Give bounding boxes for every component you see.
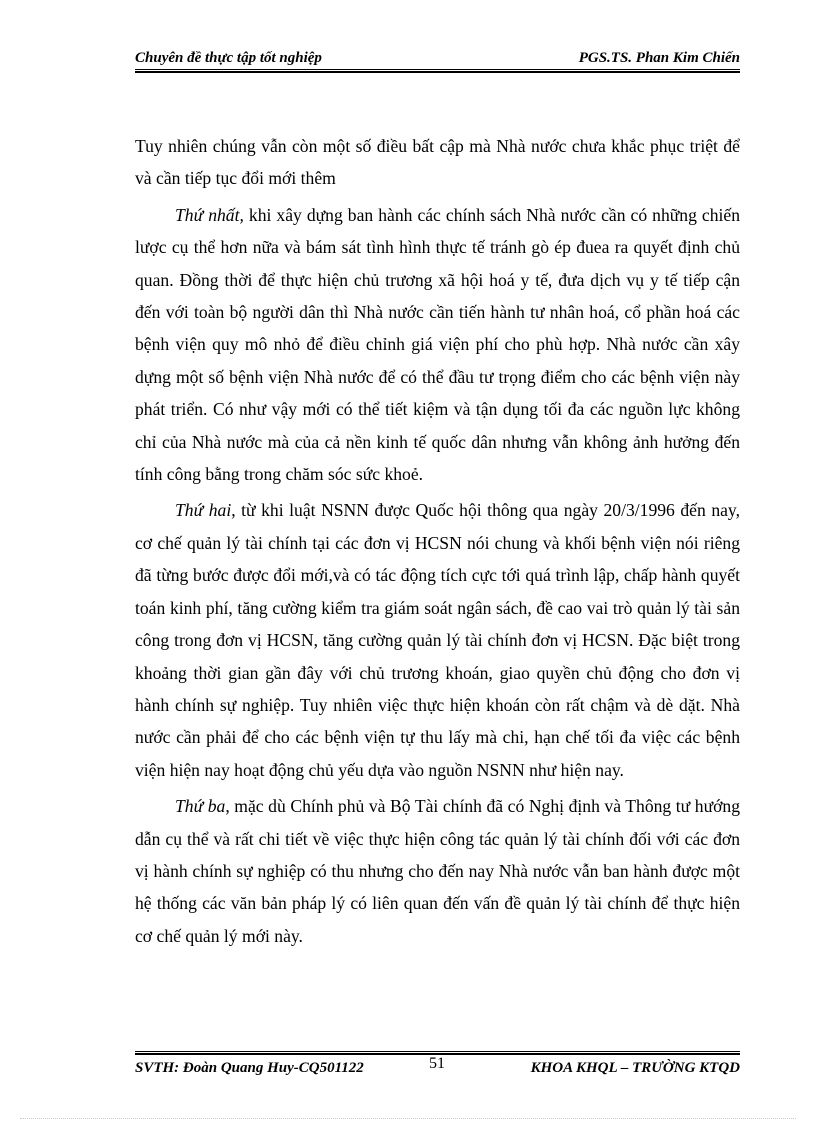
paragraph-text: , mặc dù Chính phủ và Bộ Tài chính đã có Nghị định và Thông tư hướng dẫn cụ thể và rất chi tiết về việc thực hiện công tác quản lý tài chính đối với các đơn vị hành chính sự nghiệp có thu nhưng cho đến nay Nhà nước vẫn ban hành được một hệ thống các văn bản pháp lý có liên quan đến vấn đề quản lý tài chính để thực hiện cơ chế quản lý mới này. (135, 796, 740, 946)
paragraph-first-point (135, 199, 740, 491)
page-edge-dotted-line (20, 1118, 796, 1119)
paragraph-lead: Thứ nhất, (175, 204, 244, 225)
paragraph-lead: Thứ ba (175, 796, 226, 817)
header-supervisor: PGS.TS. Phan Kim Chiến (578, 50, 740, 66)
paragraph-third-point (135, 790, 740, 952)
paragraph-text: khi xây dựng ban hành các chính sách Nhà nước cần có những chiến lược cụ thể hơn nữa và bám sát tình hình thực tế tránh gò ép đuea ra quyết định chủ quan. Đồng thời để thực hiện chủ trương xã hội hoá y tế, đưa dịch vụ y tế tiếp cận đến với toàn bộ người dân thì Nhà nước cần tiến hành tư nhân hoá, cổ phần hoá các bệnh viện quy mô nhỏ để điều chỉnh giá viện phí cho phù hợp. Nhà nước cần xây dựng một số bệnh viện Nhà nước để có thể đầu tư trọng điểm cho các bệnh viện này phát triển. Có như vậy mới có thể tiết kiệm và tận dụng tối đa các nguồn lực không chỉ của Nhà nước mà của cả nền kinh tế quốc dân nhưng vẫn không ảnh hưởng đến tính công bằng trong chăm sóc sức khoẻ. (135, 204, 740, 485)
header-divider (135, 69, 740, 73)
header-document-title: Chuyên đề thực tập tốt nghiệp (135, 50, 322, 66)
paragraph-second-point (135, 494, 740, 786)
footer-student: SVTH: Đoàn Quang Huy-CQ501122 (135, 1060, 364, 1076)
paragraph-lead: Thứ hai (175, 500, 232, 521)
paragraph-intro: Tuy nhiên chúng vẫn còn một số điều bất cập mà Nhà nước chưa khắc phục triệt để và cần tiếp tục đổi mới thêm (135, 136, 740, 189)
page-number: 51 (429, 1055, 445, 1072)
body-text (135, 130, 740, 956)
footer-faculty: KHOA KHQL – TRƯỜNG KTQD (530, 1060, 740, 1076)
page-footer (135, 1057, 740, 1079)
page-header (135, 47, 740, 69)
paragraph-text: , từ khi luật NSNN được Quốc hội thông qua ngày 20/3/1996 đến nay, cơ chế quản lý tài chính tại các đơn vị HCSN nói chung và khối bệnh viện nói riêng đã từng bước được đổi mới,và có tác động tích cực tới quá trình lập, chấp hành quyết toán kinh phí, tăng cường kiểm tra giám soát ngân sách, đề cao vai trò quản lý tài sản công trong đơn vị HCSN, tăng cường quản lý tài chính đơn vị HCSN. Đặc biệt trong khoảng thời gian gần đây với chủ trương khoán, giao quyền chủ động cho đơn vị hành chính sự nghiệp. Tuy nhiên việc thực hiện khoán còn rất chậm và dè dặt. Nhà nước cần phải để cho các bệnh viện tự thu lấy mà chi, hạn chế tối đa việc các bệnh viện hiện nay hoạt động chủ yếu dựa vào nguồn NSNN như hiện nay. (135, 500, 740, 780)
